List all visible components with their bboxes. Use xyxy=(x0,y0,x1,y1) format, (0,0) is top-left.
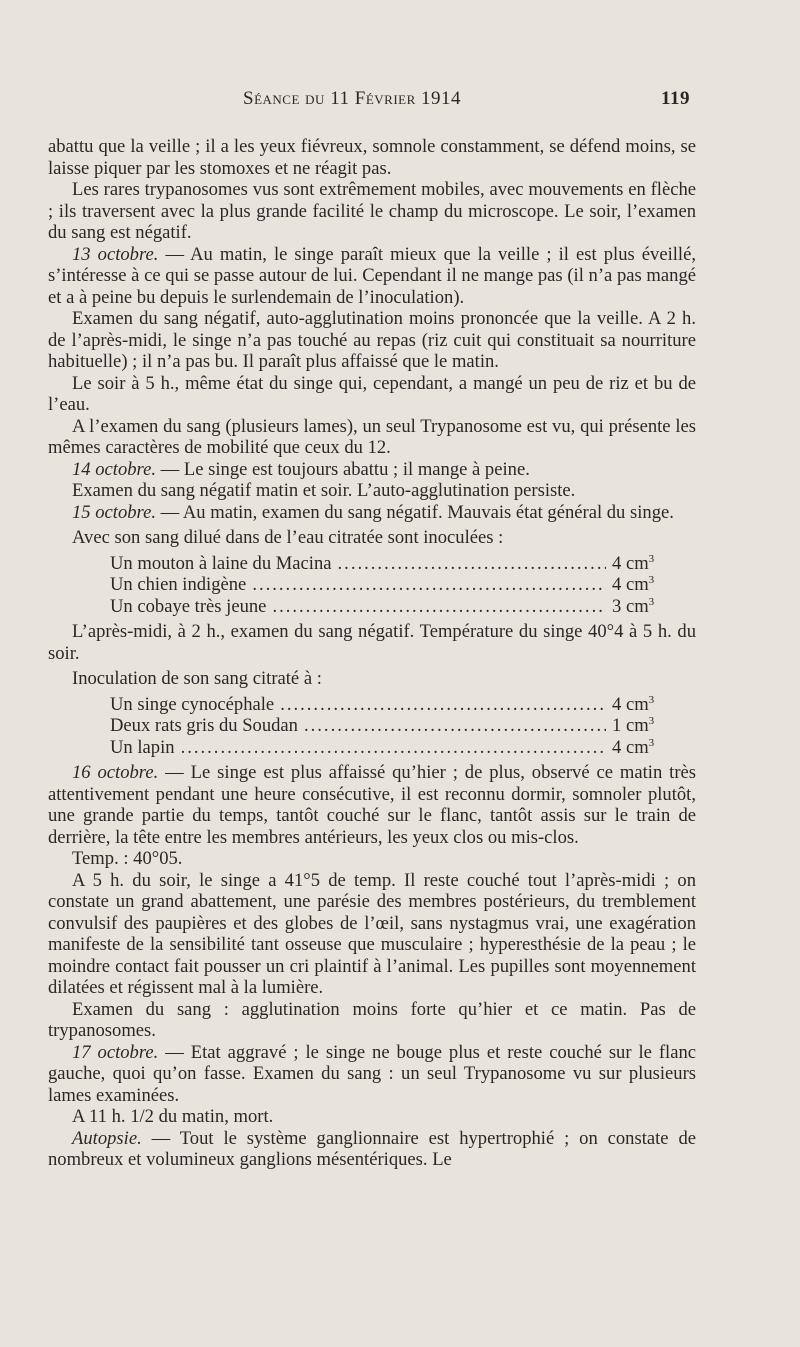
item-quantity: 1 $cm^3$ xyxy=(612,715,655,736)
paragraph: Le soir à 5 h., même état du singe qui, cependant, a mangé un peu de riz et bu de l’eau. xyxy=(48,372,696,415)
entry-17-octobre: 17 octobre. — Etat aggravé ; le singe ne bouge plus et reste couché sur le flanc gauche, quoi qu’on fasse. Examen du sang : un seul Trypanosome vu sur plusieurs lames examinées. xyxy=(48,1041,696,1106)
paragraph: Temp. : 40°05. xyxy=(72,848,183,869)
paragraph: A 11 h. 1/2 du matin, mort. xyxy=(72,1106,274,1127)
inoculation-list-1 xyxy=(110,553,682,618)
item-quantity: 4 $cm^3$ xyxy=(612,736,655,758)
entry-date: 13 octobre. xyxy=(72,243,159,265)
autopsie-label: Autopsie. xyxy=(72,1127,142,1149)
item-label: Un chien indigène xyxy=(110,574,247,595)
inoculation-list-2 xyxy=(110,694,682,759)
paragraph: Examen du sang : agglutination moins forte qu’hier et ce matin. Pas de trypanosomes. xyxy=(48,998,696,1041)
entry-date: 16 octobre. xyxy=(72,762,159,783)
paragraph: Inoculation de son sang citraté à : xyxy=(72,668,322,689)
entry-16-octobre: 16 octobre. — Le singe est plus affaissé qu’hier ; de plus, observé ce matin très attentivement pendant une heure consécutive, il est reconnu dormir, somnoler plutôt, une grande partie du temps, tantôt couché sur le flanc, tantôt assis sur le train de derrière, la tête entre les membres antérieurs, les yeux clos ou mis-clos. xyxy=(48,762,697,848)
autopsie-paragraph: Autopsie. — Tout le système ganglionnaire est hypertrophié ; on constate de nombreux et volumineux ganglions mésentériques. Le xyxy=(48,1127,696,1170)
paragraph: A 5 h. du soir, le singe a 41°5 de temp. Il reste couché tout l’après-midi ; on constate un grand abattement, une parésie des membres postérieurs, du tremblement convulsif des paupières et des globes de l’œil, sans nystagmus vrai, une exagération manifeste de la sensibilité tant osseuse que musculaire ; hyperesthésie de la peau ; le moindre contact fait pousser un cri plaintif à l’animal. Les pupilles sont moyennement dilatées et régissent mal à la lumière. xyxy=(48,869,696,998)
item-quantity: 4 $cm^3$ xyxy=(612,552,655,574)
item-label: Un mouton à laine du Macina xyxy=(110,552,332,574)
paragraph: L’après-midi, à 2 h., examen du sang négatif. Température du singe 40°4 à 5 h. du soir. xyxy=(48,621,696,664)
running-header xyxy=(0,88,800,114)
list-item xyxy=(110,737,682,759)
entry-date: 15 octobre. xyxy=(72,501,156,523)
list-item xyxy=(110,574,682,596)
item-label: Un cobaye très jeune xyxy=(110,595,267,617)
paragraph: Examen du sang négatif, auto-agglutination moins prononcée que la veille. A 2 h. de l’après-midi, le singe n’a pas touché au repas (riz cuit qui constituait sa nourriture habituelle) ; il n’a pas bu. Il paraît plus affaissé que le matin. xyxy=(48,308,696,372)
item-label: Un lapin xyxy=(110,736,175,758)
page-number: 119 xyxy=(661,88,690,109)
header-title: Séance du 11 Février 1914 xyxy=(243,88,462,109)
entry-13-octobre: 13 octobre. — Au matin, le singe paraît mieux que la veille ; il est plus éveillé, s’intéresse à ce qui se passe autour de lui. Cependant il ne mange pas (il n’a pas mangé et a à peine bu depuis le surlendemain de l’inoculation). xyxy=(48,243,696,308)
entry-15-octobre: 15 octobre. — Au matin, examen du sang négatif. Mauvais état général du singe. xyxy=(72,501,674,523)
entry-date: 17 octobre. xyxy=(72,1041,159,1063)
paragraph: Les rares trypanosomes vus sont extrêmement mobiles, avec mouvements en flèche ; ils traversent avec la plus grande facilité le champ du microscope. Le soir, l’examen du sang est négatif. xyxy=(48,179,696,243)
item-quantity: 4 $cm^3$ xyxy=(612,693,655,715)
item-label: Un singe cynocéphale xyxy=(110,693,275,715)
page-body xyxy=(48,136,696,1171)
entry-14-octobre: 14 octobre. — Le singe est toujours abattu ; il mange à peine. xyxy=(72,458,530,480)
list-item xyxy=(110,553,682,575)
paragraph: Avec son sang dilué dans de l’eau citratée sont inoculées : xyxy=(72,527,504,548)
paragraph: Examen du sang négatif matin et soir. L’auto-agglutination persiste. xyxy=(72,480,576,501)
list-item xyxy=(110,596,682,618)
paragraph: abattu que la veille ; il a les yeux fiévreux, somnole constamment, se défend moins, se laisse piquer par les stomoxes et ne réagit pas. xyxy=(48,136,696,179)
entry-date: 14 octobre. xyxy=(72,458,156,480)
item-quantity: 3 $cm^3$ xyxy=(612,595,655,617)
list-item xyxy=(110,715,682,737)
item-quantity: 4 $cm^3$ xyxy=(612,574,655,595)
item-label: Deux rats gris du Soudan xyxy=(110,715,298,736)
paragraph: A l’examen du sang (plusieurs lames), un seul Trypanosome est vu, qui présente les mêmes caractères de mobilité que ceux du 12. xyxy=(48,415,696,458)
list-item xyxy=(110,694,682,716)
